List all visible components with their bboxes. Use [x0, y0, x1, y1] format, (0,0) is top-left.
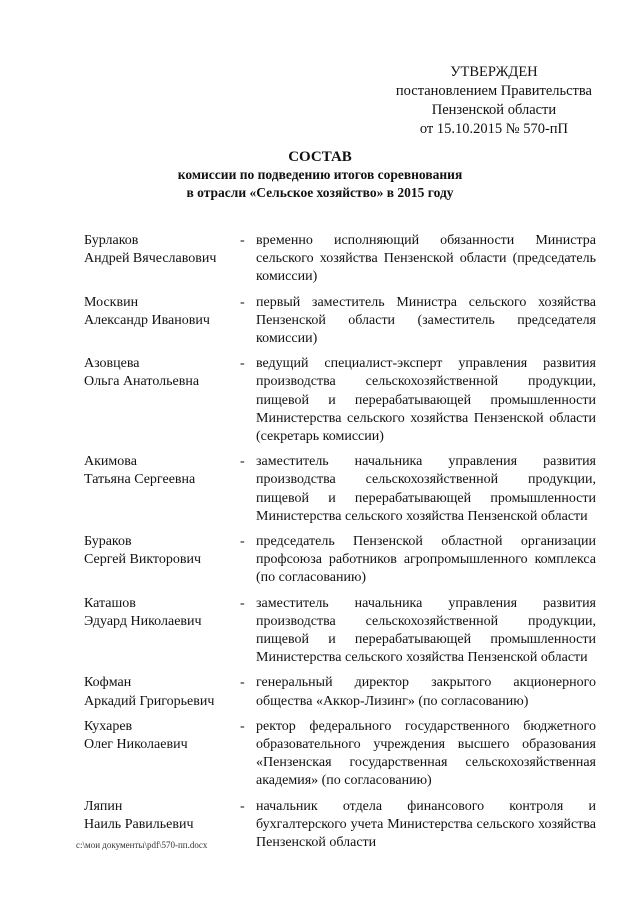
member-given-names: Андрей Вячеславович	[84, 251, 217, 267]
member-given-names: Татьяна Сергеевна	[84, 472, 196, 488]
member-surname: Бураков	[84, 534, 132, 550]
document-title	[0, 148, 640, 202]
file-path-footer: c:\мои документы\pdf\570-пп.docx	[76, 840, 208, 850]
separator-dash: -	[240, 233, 245, 248]
member-position: ведущий специалист-эксперт управления развития производства сельскохозяйственной продукции, пищевой и перерабатывающей промышленности Министерства сельского хозяйства Пензенской области (секретарь комиссии)	[256, 356, 596, 445]
approval-line: постановлением Правительства	[395, 83, 592, 99]
member-surname: Ляпин	[84, 798, 123, 814]
member-given-names: Сергей Викторович	[84, 552, 202, 568]
member-given-names: Эдуард Николаевич	[84, 613, 202, 629]
member-surname: Москвин	[84, 294, 139, 310]
member-given-names: Наиль Равильевич	[84, 816, 194, 832]
member-given-names: Аркадий Григорьевич	[84, 693, 215, 709]
separator-dash: -	[240, 294, 245, 310]
member-name	[84, 355, 240, 446]
member-name	[84, 718, 240, 791]
member-surname: Кофман	[84, 675, 132, 691]
member-name	[84, 294, 240, 349]
member-surname: Азовцева	[84, 356, 140, 372]
member-position: заместитель начальника управления развития производства сельскохозяйственной продукции, пищевой и перерабатывающей промышленности Министерства сельского хозяйства Пензенской области	[256, 595, 596, 666]
approval-block	[396, 63, 592, 139]
member-row	[84, 533, 596, 588]
title-subheading: комиссии по подведению итогов соревнования	[177, 167, 463, 182]
member-given-names: Олег Николаевич	[84, 737, 188, 753]
member-position: генеральный директор закрытого акционерного общества «Аккор-Лизинг» (по согласованию)	[256, 675, 596, 709]
separator-dash: -	[240, 454, 245, 470]
members-list	[84, 232, 596, 859]
member-name	[84, 674, 240, 710]
separator-dash: -	[240, 798, 245, 814]
member-given-names: Ольга Анатольевна	[84, 374, 200, 390]
member-surname: Кухарев	[84, 718, 133, 734]
member-row	[84, 294, 596, 349]
title-subheading: в отрасли «Сельское хозяйство» в 2015 году	[186, 185, 454, 200]
member-row	[84, 674, 596, 710]
separator-dash: -	[240, 534, 245, 550]
member-row	[84, 718, 596, 791]
approval-heading: УТВЕРЖДЕН	[450, 64, 538, 80]
member-position: временно исполняющий обязанности Министра сельского хозяйства Пензенской области (председатель комиссии)	[256, 233, 596, 285]
member-name	[84, 453, 240, 526]
separator-dash: -	[240, 718, 245, 734]
separator-dash: -	[240, 356, 245, 372]
member-row	[84, 355, 596, 446]
member-row	[84, 453, 596, 526]
member-position: заместитель начальника управления развития производства сельскохозяйственной продукции, пищевой и перерабатывающей промышленности Министерства сельского хозяйства Пензенской области	[256, 454, 596, 524]
member-position: начальник отдела финансового контроля и бухгалтерского учета Министерства сельского хозяйства Пензенской области	[256, 798, 596, 851]
member-row	[84, 595, 596, 668]
title-heading: СОСТАВ	[288, 149, 352, 165]
member-surname: Акимова	[84, 454, 137, 470]
member-name	[84, 533, 240, 588]
separator-dash: -	[240, 595, 245, 611]
member-position: первый заместитель Министра сельского хозяйства Пензенской области (заместитель председателя комиссии)	[256, 294, 596, 347]
member-surname: Каташов	[84, 595, 136, 611]
separator-dash: -	[240, 675, 245, 691]
member-row	[84, 232, 596, 287]
member-surname: Бурлаков	[84, 233, 139, 248]
approval-date-number: от 15.10.2015 № 570-пП	[419, 121, 569, 137]
member-given-names: Александр Иванович	[84, 312, 210, 328]
approval-line: Пензенской области	[431, 102, 557, 118]
member-position: председатель Пензенской областной организации профсоюза работников агропромышленного комплекса (по согласованию)	[256, 534, 596, 586]
member-position: ректор федерального государственного бюджетного образовательного учреждения высшего образования «Пензенская государственная сельскохозяйственная академия» (по согласованию)	[256, 718, 596, 789]
member-name	[84, 595, 240, 668]
member-name	[84, 232, 240, 287]
